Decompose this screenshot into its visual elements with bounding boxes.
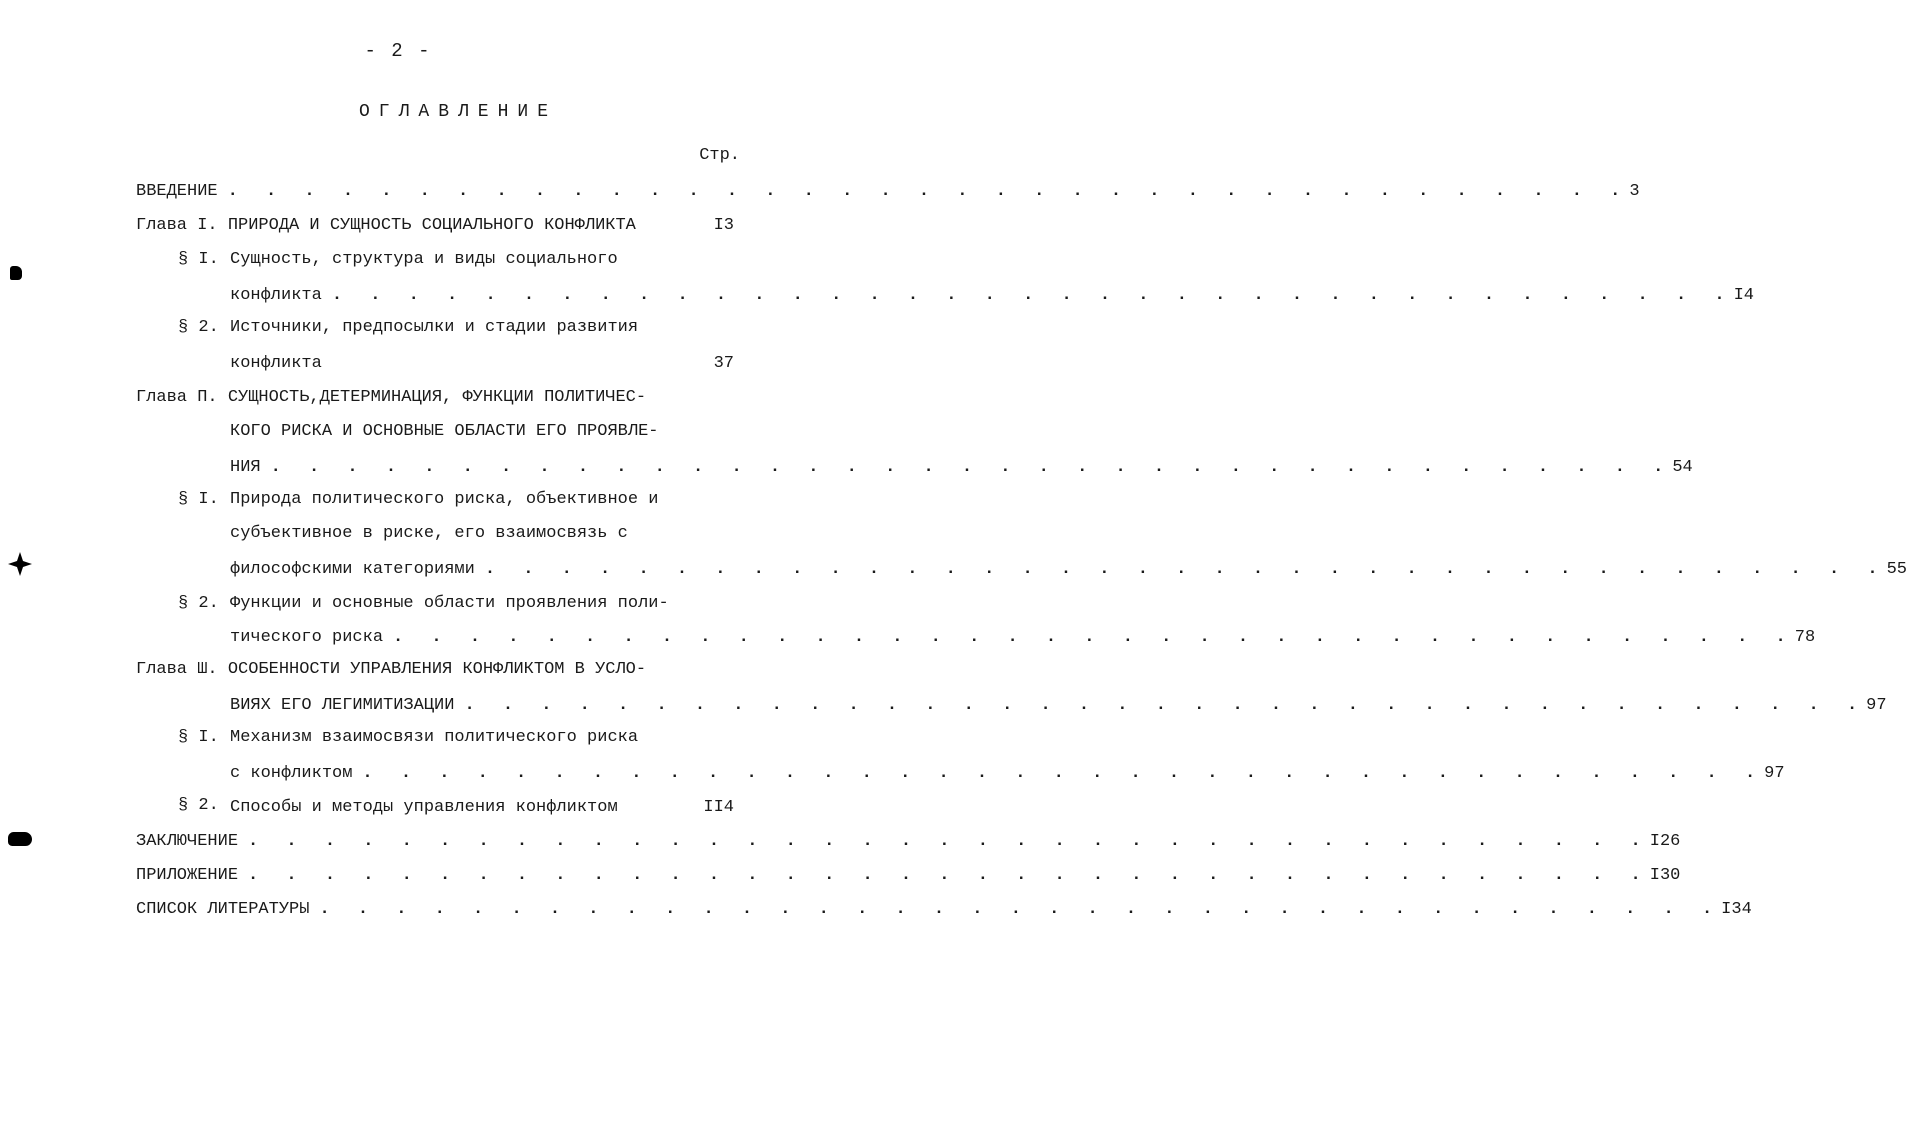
toc-entry-line: Природа политического риска, объективное и xyxy=(230,490,659,509)
toc-entry-text: НИЯ xyxy=(230,458,261,477)
toc-entry-line: Глава Ш. ОСОБЕННОСТИ УПРАВЛЕНИЯ КОНФЛИКТОМ В УСЛО- xyxy=(136,660,647,679)
toc-leader: . . . . . . . . . . . . . . . . . . . . . . . . . . . . . . . . . . . . . xyxy=(248,832,1650,851)
toc-page: I34 xyxy=(1721,900,1752,919)
toc-page: I26 xyxy=(1649,832,1681,851)
toc-leader: . . . . . . . . . . . . . . . . . . . . . . . . . . . . . . . . . . . . . xyxy=(227,182,1630,201)
toc-entry-chapter-3[interactable] xyxy=(230,694,1887,718)
toc-entry-line: Сущность, структура и виды социального xyxy=(230,250,618,269)
toc-page: 3 xyxy=(1629,182,1640,201)
toc-page: I4 xyxy=(1733,286,1754,305)
toc-entry-text: Способы и методы управления конфликтом xyxy=(230,798,618,817)
toc-page: II4 xyxy=(703,798,734,817)
toc-entry-line: Механизм взаимосвязи политического риска xyxy=(230,728,639,747)
scan-artifact xyxy=(8,832,32,846)
page-column-label: Стр. xyxy=(699,146,740,165)
toc-leader: . . . . . . . . . . . . . . . . . . . . . . . . . . . . . . . . . . . . . xyxy=(464,696,1867,715)
toc-section-marker: § I. xyxy=(178,490,219,509)
toc-leader: . . . . . . . . . . . . . . . . . . . . . . . . . . . . . . . . . . . . . xyxy=(319,900,1722,919)
toc-entry-text: Глава I. ПРИРОДА И СУЩНОСТЬ СОЦИАЛЬНОГО КОНФЛИКТА xyxy=(136,216,636,235)
toc-entry-chapter-1[interactable] xyxy=(136,214,734,238)
toc-leader: . . . . . . . . . . . . . . . . . . . . . . . . . . . . . . . . . . . . . xyxy=(362,764,1765,783)
toc-entry-introduction[interactable] xyxy=(136,180,1640,204)
toc-entry-line: Функции и основные области проявления поли- xyxy=(230,594,669,613)
toc-page: 97 xyxy=(1866,696,1887,715)
toc-entry-line: субъективное в риске, его взаимосвязь с xyxy=(230,524,628,543)
toc-entry-line: КОГО РИСКА И ОСНОВНЫЕ ОБЛАСТИ ЕГО ПРОЯВЛЕ- xyxy=(230,422,659,441)
toc-entry-2-2[interactable] xyxy=(230,626,1816,650)
toc-section-marker: § I. xyxy=(178,250,219,269)
toc-entry-2-1[interactable] xyxy=(230,558,1907,582)
toc-leader: . . . . . . . . . . . . . . . . . . . . . . . . . . . . . . . . . . . . . xyxy=(270,458,1673,477)
toc-page: 55 xyxy=(1886,560,1907,579)
toc-section-marker: § 2. xyxy=(178,796,219,815)
toc-page: 97 xyxy=(1764,764,1785,783)
toc-entry-text: ВИЯХ ЕГО ЛЕГИМИТИЗАЦИИ xyxy=(230,696,455,715)
toc-entry-appendix[interactable] xyxy=(136,864,1681,888)
toc-entry-text: конфликта xyxy=(230,354,322,373)
toc-entry-chapter-2[interactable] xyxy=(230,456,1693,480)
toc-entry-text: ВВЕДЕНИЕ xyxy=(136,182,218,201)
toc-entry-text: философскими категориями xyxy=(230,560,475,579)
toc-page: 78 xyxy=(1794,628,1816,647)
toc-page: I30 xyxy=(1649,866,1681,885)
toc-entry-line: Глава П. СУЩНОСТЬ,ДЕТЕРМИНАЦИЯ, ФУНКЦИИ ПОЛИТИЧЕС- xyxy=(136,388,647,407)
toc-section-marker: § 2. xyxy=(178,594,219,613)
toc-entry-3-1[interactable] xyxy=(230,762,1785,786)
toc-leader: . . . . . . . . . . . . . . . . . . . . . . . . . . . . . . . . . . . . . xyxy=(393,628,1795,647)
scan-artifact xyxy=(10,266,22,280)
toc-section-marker: § I. xyxy=(178,728,219,747)
toc-entry-text: конфликта xyxy=(230,286,322,305)
toc-page: 37 xyxy=(713,354,734,373)
toc-leader: . . . . . . . . . . . . . . . . . . . . . . . . . . . . . . . . . . . . . xyxy=(484,560,1887,579)
page-title: ОГЛАВЛЕНИЕ xyxy=(358,102,558,122)
toc-page: 54 xyxy=(1672,458,1693,477)
toc-page: I3 xyxy=(713,216,734,235)
toc-entry-1-2[interactable] xyxy=(230,352,734,376)
toc-section-marker: § 2. xyxy=(178,318,219,337)
toc-entry-3-2[interactable] xyxy=(230,796,734,820)
toc-entry-text: ЗАКЛЮЧЕНИЕ xyxy=(136,832,239,851)
toc-entry-text: тического риска xyxy=(230,628,384,647)
toc-entry-conclusion[interactable] xyxy=(136,830,1681,854)
page-number: - 2 - xyxy=(364,40,432,62)
toc-entry-line: Источники, предпосылки и стадии развития xyxy=(230,318,639,337)
toc-entry-text: ПРИЛОЖЕНИЕ xyxy=(136,866,239,885)
toc-leader: . . . . . . . . . . . . . . . . . . . . . . . . . . . . . . . . . . . . . xyxy=(248,866,1650,885)
toc-entry-bibliography[interactable] xyxy=(136,898,1752,922)
toc-entry-text: СПИСОК ЛИТЕРАТУРЫ xyxy=(136,900,310,919)
toc-entry-1-1[interactable] xyxy=(230,284,1754,308)
toc-entry-text: с конфликтом xyxy=(230,764,353,783)
scan-artifact xyxy=(8,552,32,576)
toc-leader: . . . . . . . . . . . . . . . . . . . . . . . . . . . . . . . . . . . . . xyxy=(331,286,1734,305)
